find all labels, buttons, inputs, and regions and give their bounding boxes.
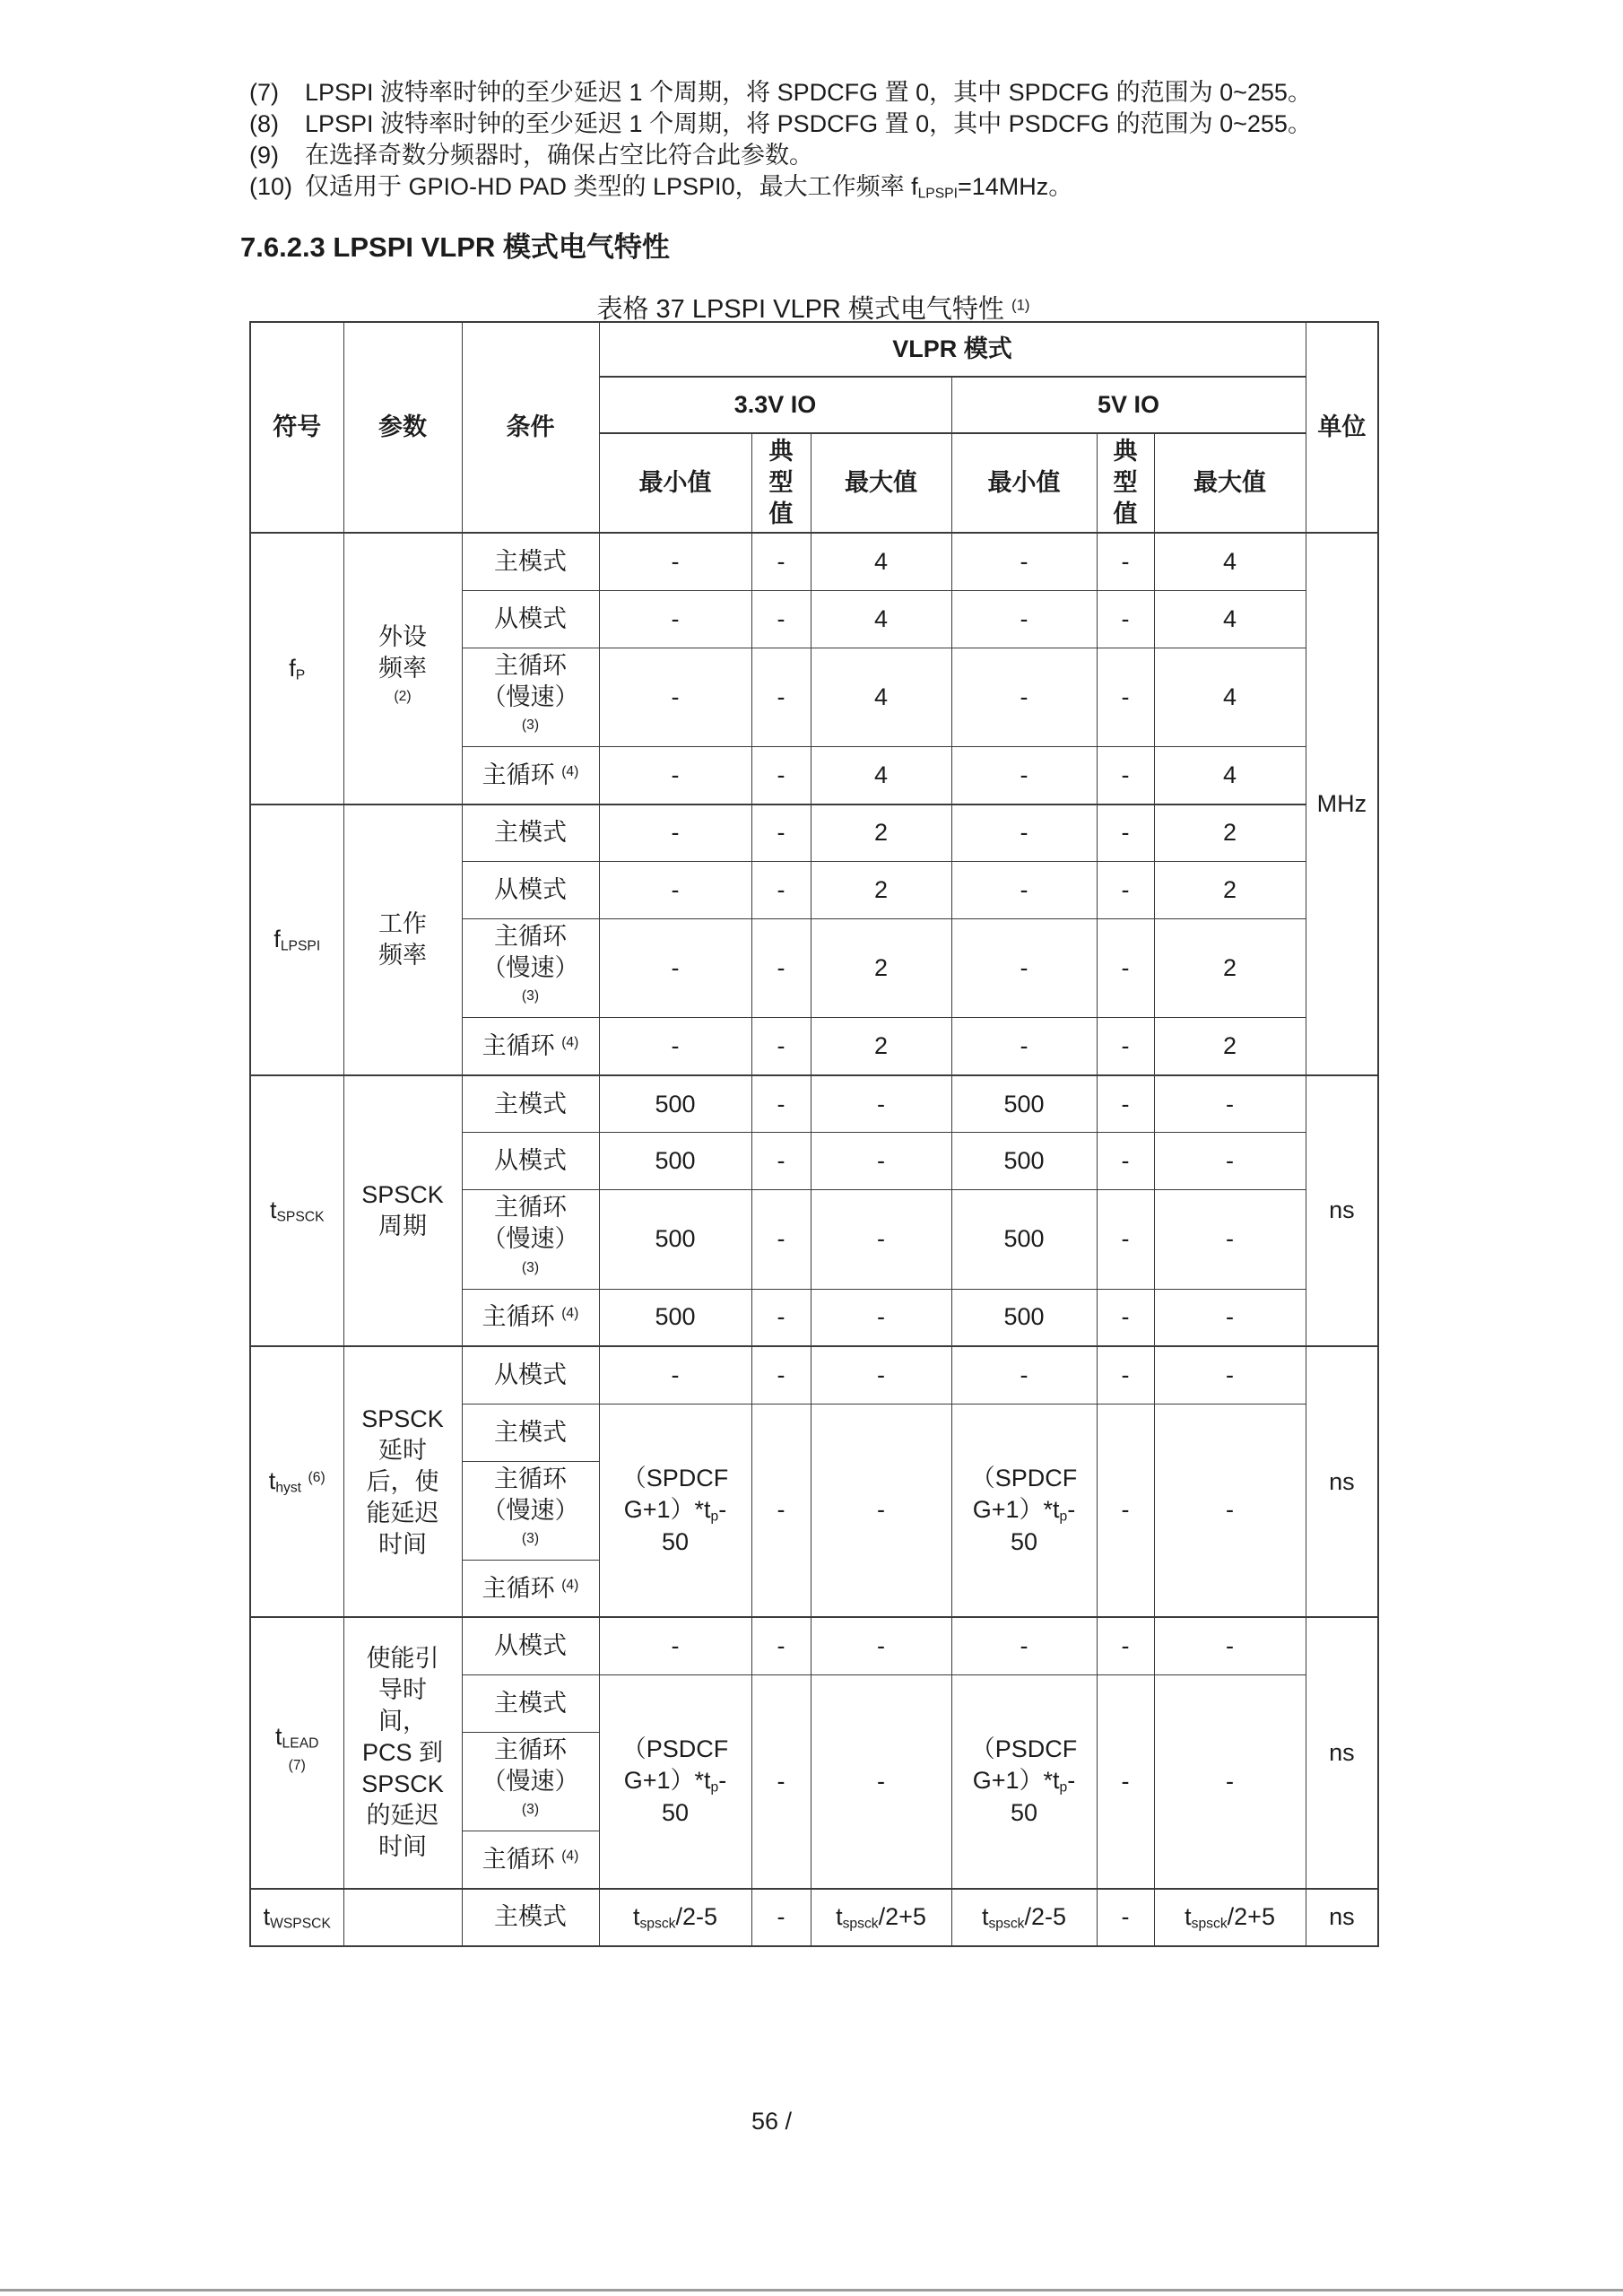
value-cell: - [751,1133,811,1190]
cond-cell: 主循环 $^{(4)}$ [462,1831,599,1889]
symbol-cell-thyst: $t_{hyst}$ $^{(6)}$ [250,1346,343,1617]
electrical-characteristics-table [249,321,1379,1947]
value-cell: - [599,533,751,590]
value-cell: - [751,1674,811,1888]
table-row [250,533,1378,590]
value-cell: 4 [1154,747,1306,804]
value-cell: - [751,804,811,862]
cond-cell: 主循环 $^{(4)}$ [462,1560,599,1617]
value-cell: 500 [599,1075,751,1133]
header-vlpr-mode: VLPR 模式 [599,322,1306,377]
cond-cell: 主循环 $^{(4)}$ [462,747,599,804]
value-cell: - [599,862,751,919]
header-min-5: 最小值 [951,433,1097,533]
cond-cell: 主模式 [462,533,599,590]
header-symbol: 符号 [250,322,343,533]
cond-cell: 主循环 $^{(4)}$ [462,1018,599,1075]
table-row [250,804,1378,862]
header-cond: 条件 [462,322,599,533]
value-cell: $t_{spsck}/2+5$ [811,1889,951,1946]
symbol-cell-fp: $f_P$ [250,533,343,804]
symbol-cell-tspsck: $t_{SPSCK}$ [250,1075,343,1346]
value-cell: - [1154,1190,1306,1289]
param-cell-thyst: SPSCK 延时 后，使 能延迟 时间 [343,1346,462,1617]
unit-cell-ns: ns [1306,1346,1378,1617]
param-cell-twspsck [343,1889,462,1946]
value-cell: - [1154,1346,1306,1404]
header-min-33: 最小值 [599,433,751,533]
footnote-number: (9) [249,142,279,169]
value-cell: - [951,1617,1097,1674]
value-cell: $t_{spsck}/2-5$ [951,1889,1097,1946]
value-cell: 4 [811,590,951,648]
value-cell: - [1154,1289,1306,1346]
unit-cell-ns: ns [1306,1617,1378,1888]
cond-cell: 从模式 [462,862,599,919]
value-cell: - [1154,1404,1306,1617]
footnotes-list [249,77,1415,209]
value-cell: 2 [811,1018,951,1075]
footnote-text: LPSPI 波特率时钟的至少延迟 1 个周期，将 SPDCFG 置 0，其中 SPDCFG 的范围为 0~255。 [305,79,1312,106]
value-cell: - [951,862,1097,919]
scan-edge-line [0,2289,1623,2292]
value-cell: - [811,1133,951,1190]
value-cell: - [751,590,811,648]
value-cell: - [751,1346,811,1404]
footnote-7 [249,77,1415,109]
value-cell: $t_{spsck}/2+5$ [1154,1889,1306,1946]
cond-cell: 主循环 （慢速） $^{(3)}$ [462,919,599,1018]
cond-cell: 主模式 [462,1075,599,1133]
value-cell: 500 [599,1289,751,1346]
value-cell: 2 [1154,919,1306,1018]
value-cell: 500 [951,1190,1097,1289]
unit-cell-ns: ns [1306,1075,1378,1346]
value-cell: - [951,804,1097,862]
header-param: 参数 [343,322,462,533]
value-cell: - [599,648,751,746]
value-cell: 2 [1154,804,1306,862]
header-5v-io: 5V IO [951,377,1306,433]
value-cell: 2 [811,862,951,919]
value-cell: 4 [1154,590,1306,648]
value-cell: - [751,1018,811,1075]
value-cell: - [811,1075,951,1133]
cond-cell: 主模式 [462,1404,599,1461]
param-cell-tlead: 使能引 导时 间， PCS 到 SPSCK 的延迟 时间 [343,1617,462,1888]
value-cell: - [951,747,1097,804]
value-cell: - [751,533,811,590]
unit-cell-mhz: MHz [1306,533,1378,1075]
header-unit: 单位 [1306,322,1378,533]
value-cell: （SPDCF $G+1)*t_p-$ 50 [599,1404,751,1617]
param-cell-flpspi: 工作 频率 [343,804,462,1075]
value-cell: 4 [1154,648,1306,746]
footnote-8 [249,109,1415,140]
value-cell: - [751,1075,811,1133]
value-cell: - [951,590,1097,648]
header-typ-33: 典 型 值 [751,433,811,533]
value-cell: - [1097,1190,1154,1289]
cond-cell: 从模式 [462,1133,599,1190]
value-cell: - [1154,1617,1306,1674]
cond-cell: 从模式 [462,1346,599,1404]
value-cell: - [811,1674,951,1888]
cond-cell: 从模式 [462,590,599,648]
page-number: 56 / [751,2108,793,2135]
value-cell: - [811,1289,951,1346]
value-cell: - [1154,1075,1306,1133]
footnote-text: 仅适用于 GPIO-HD PAD 类型的 LPSPI0，最大工作频率 $f_{LPSPI}=14MHz$。 [305,173,1073,202]
value-cell: （SPDCF $G+1)*t_p-$ 50 [951,1404,1097,1617]
cond-cell: 主循环 （慢速） $^{(3)}$ [462,1732,599,1831]
value-cell: - [751,1190,811,1289]
value-cell: - [599,804,751,862]
value-cell: 4 [811,648,951,746]
value-cell: - [951,1018,1097,1075]
value-cell: - [1097,1404,1154,1617]
value-cell: 2 [811,919,951,1018]
cond-cell: 主模式 [462,804,599,862]
value-cell: - [1154,1674,1306,1888]
value-cell: - [1097,919,1154,1018]
value-cell: 4 [1154,533,1306,590]
value-cell: - [1097,747,1154,804]
value-cell: - [811,1346,951,1404]
value-cell: - [811,1404,951,1617]
cond-cell: 主循环 （慢速） $^{(3)}$ [462,1461,599,1560]
footnote-text: LPSPI 波特率时钟的至少延迟 1 个周期，将 PSDCFG 置 0，其中 PSDCFG 的范围为 0~255。 [305,110,1312,137]
table-row [250,1075,1378,1133]
value-cell: - [751,862,811,919]
value-cell: $t_{spsck}/2-5$ [599,1889,751,1946]
value-cell: 500 [599,1190,751,1289]
value-cell: - [1097,1133,1154,1190]
value-cell: - [599,747,751,804]
value-cell: - [951,919,1097,1018]
value-cell: - [1097,1018,1154,1075]
value-cell: - [1097,648,1154,746]
table-caption: 表格 37 LPSPI VLPR 模式电气特性 $^{(1)}$ [596,295,1030,324]
value-cell: - [951,648,1097,746]
value-cell: - [1097,533,1154,590]
footnote-number: (7) [249,79,279,106]
footnote-9 [249,140,1415,171]
value-cell: - [751,1289,811,1346]
value-cell: 2 [811,804,951,862]
value-cell: 500 [951,1289,1097,1346]
section-heading: 7.6.2.3 LPSPI VLPR 模式电气特性 [240,231,670,263]
footnote-number: (10) [249,173,293,200]
value-cell: - [599,1617,751,1674]
header-max-33: 最大值 [811,433,951,533]
value-cell: - [811,1617,951,1674]
footnote-10 [249,171,1415,209]
value-cell: - [1097,1674,1154,1888]
table-row [250,1346,1378,1404]
symbol-cell-twspsck: $t_{WSPSCK}$ [250,1889,343,1946]
value-cell: - [811,1190,951,1289]
cond-cell: 主循环 （慢速） $^{(3)}$ [462,648,599,746]
footnote-text: 在选择奇数分频器时，确保占空比符合此参数。 [305,142,813,169]
value-cell: - [951,533,1097,590]
param-cell-fp: 外设 频率 $^{(2)}$ [343,533,462,804]
value-cell: - [1097,1289,1154,1346]
unit-cell-ns: ns [1306,1889,1378,1946]
cond-cell: 主循环 （慢速） $^{(3)}$ [462,1190,599,1289]
value-cell: - [1097,1075,1154,1133]
value-cell: - [599,919,751,1018]
cond-cell: 主模式 [462,1674,599,1732]
header-typ-5: 典 型 值 [1097,433,1154,533]
value-cell: - [1097,1617,1154,1674]
value-cell: - [951,1346,1097,1404]
value-cell: 4 [811,747,951,804]
value-cell: - [751,747,811,804]
value-cell: - [1097,590,1154,648]
value-cell: - [751,648,811,746]
value-cell: 4 [811,533,951,590]
value-cell: - [1097,862,1154,919]
value-cell: （PSDCF $G+1)*t_p-$ 50 [599,1674,751,1888]
value-cell: - [599,1018,751,1075]
table-row [250,1889,1378,1946]
table-row [250,1617,1378,1674]
value-cell: - [751,1889,811,1946]
param-cell-tspsck: SPSCK 周期 [343,1075,462,1346]
value-cell: 500 [951,1075,1097,1133]
value-cell: - [599,590,751,648]
footnote-number: (8) [249,110,279,137]
header-33v-io: 3.3V IO [599,377,951,433]
value-cell: - [751,1404,811,1617]
value-cell: - [751,1617,811,1674]
value-cell: - [1097,804,1154,862]
value-cell: - [1097,1346,1154,1404]
cond-cell: 主循环 $^{(4)}$ [462,1289,599,1346]
symbol-cell-flpspi: $f_{LPSPI}$ [250,804,343,1075]
value-cell: - [751,919,811,1018]
symbol-cell-tlead: $t_{LEAD}$ $^{(7)}$ [250,1617,343,1888]
cond-cell: 从模式 [462,1617,599,1674]
value-cell: （PSDCF $G+1)*t_p-$ 50 [951,1674,1097,1888]
value-cell: - [1154,1133,1306,1190]
value-cell: 500 [951,1133,1097,1190]
value-cell: - [1097,1889,1154,1946]
value-cell: 2 [1154,862,1306,919]
value-cell: 2 [1154,1018,1306,1075]
header-row-1 [250,322,1378,377]
value-cell: 500 [599,1133,751,1190]
header-max-5: 最大值 [1154,433,1306,533]
value-cell: - [599,1346,751,1404]
cond-cell: 主模式 [462,1889,599,1946]
